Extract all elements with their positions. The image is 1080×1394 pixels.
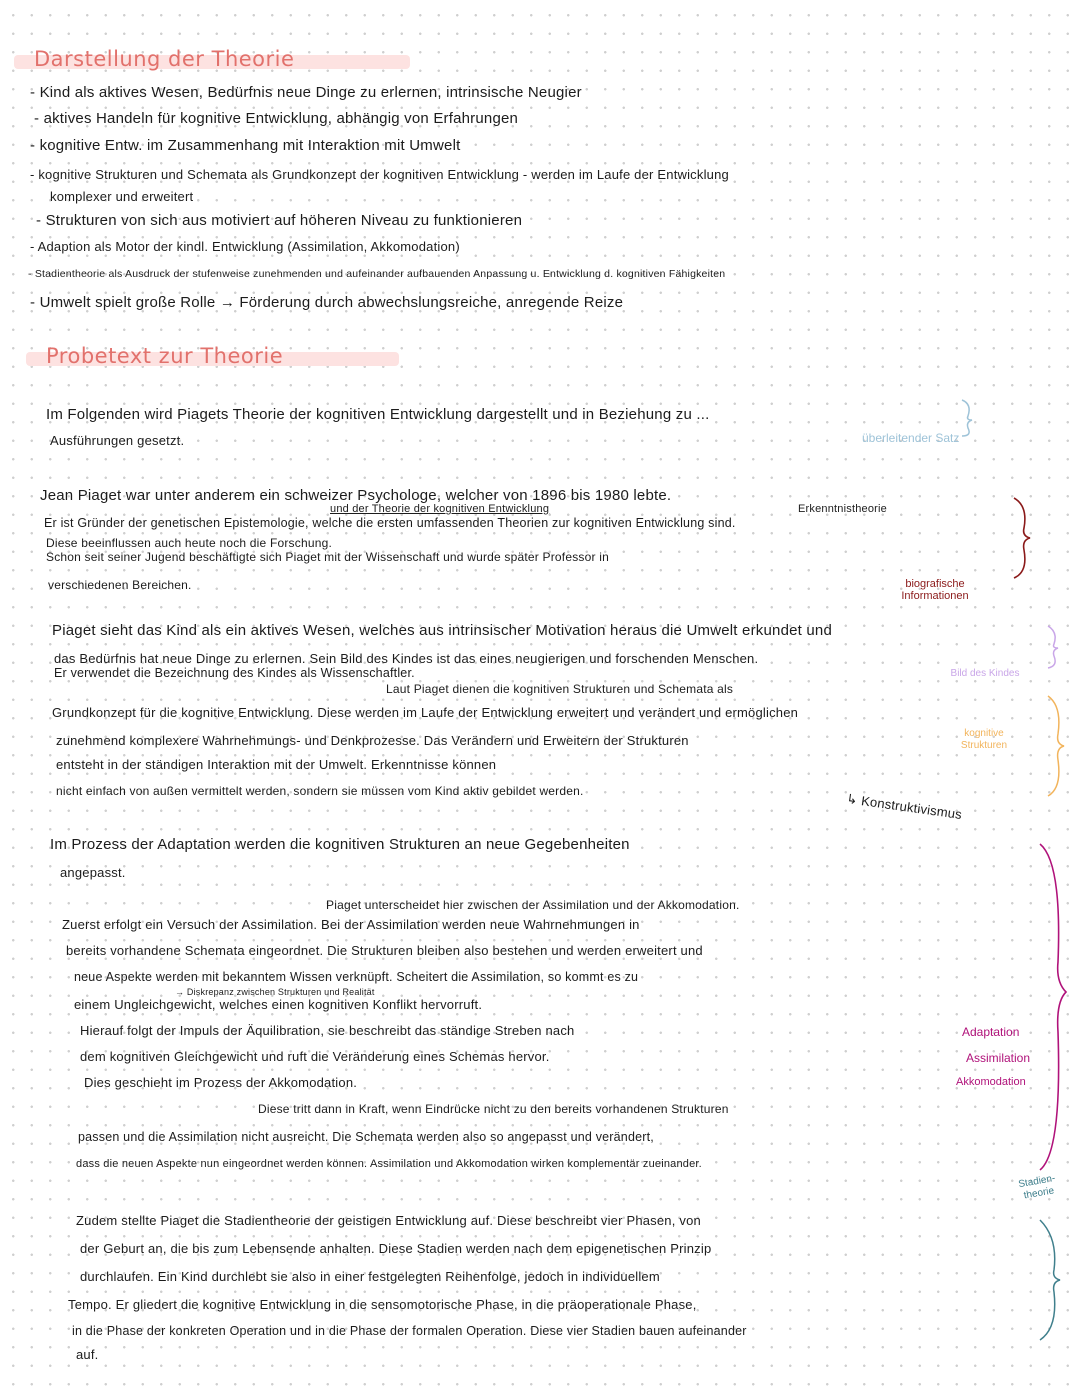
bio-line-3: Diese beeinflussen auch heute noch die Forschung. [46, 536, 332, 550]
structures-line-5: nicht einfach von außen vermittelt werden, sondern sie müssen vom Kind aktiv gebildet werden. [56, 784, 584, 798]
adaptation-line-10: Dies geschieht im Prozess der Akkomodation. [84, 1075, 358, 1090]
adaptation-line-2: angepasst. [60, 865, 126, 880]
adaptation-line-3: Piaget unterscheidet hier zwischen der Assimilation und der Akkomodation. [326, 898, 740, 912]
note-assimilation: Assimilation [966, 1051, 1031, 1065]
stages-line-3: durchlaufen. Ein Kind durchlebt sie also in einer festgelegten Reihenfolge, jedoch in individuellem [80, 1269, 660, 1284]
bracket-transition [958, 398, 978, 438]
child-line-2: das Bedürfnis hat neue Dinge zu erlernen. Sein Bild des Kindes ist das eines neugierigen und forschenden Menschen. [54, 651, 759, 666]
stages-line-1: Zudem stellte Piaget die Stadientheorie der geistigen Entwicklung auf. Diese beschreibt vier Phasen, von [76, 1213, 701, 1228]
bio-line-5: verschiedenen Bereichen. [48, 578, 192, 592]
bracket-adaptation [1036, 842, 1070, 1172]
adaptation-line-8: Hierauf folgt der Impuls der Äquilibration, sie beschreibt das ständige Streben nach [80, 1023, 575, 1038]
note-child: Bild des Kindes [950, 668, 1020, 679]
note-transition: überleitender Satz [862, 431, 960, 445]
bullet-4: - kognitive Strukturen und Schemata als Grundkonzept der kognitiven Entwicklung - werden im Laufe der Entwicklung [30, 167, 729, 182]
bullet-5: - Strukturen von sich aus motiviert auf höheren Niveau zu funktionieren [36, 212, 523, 229]
note-structures: kognitive Strukturen [960, 728, 1008, 751]
bullet-6: - Adaption als Motor der kindl. Entwicklung (Assimilation, Akkomodation) [30, 239, 460, 254]
structures-line-4: entsteht in der ständigen Interaktion mit der Umwelt. Erkenntnisse können [56, 757, 497, 772]
bullet-3: - kognitive Entw. im Zusammenhang mit Interaktion mit Umwelt [30, 137, 461, 154]
adaptation-line-12: passen und die Assimilation nicht ausreicht. Die Schemata werden also so angepasst und verändert, [78, 1130, 654, 1144]
intro-line-1: Im Folgenden wird Piagets Theorie der kognitiven Entwicklung dargestellt und in Beziehung zu ... [46, 406, 710, 423]
bullet-7: - Stadientheorie als Ausdruck der stufenweise zunehmenden und aufeinander aufbauenden Anpassung u. Entwicklung d. kognitiven Fähigkeiten [28, 268, 726, 280]
bio-line-4: Schon seit seiner Jugend beschäftigte sich Piaget mit der Wissenschaft und wurde später Professor in [46, 550, 609, 564]
stages-line-4: Tempo. Er gliedert die kognitive Entwicklung in die sensomotorische Phase, in die präoperationale Phase, [68, 1297, 697, 1312]
stages-line-5: in die Phase der konkreten Operation und in die Phase der formalen Operation. Diese vier Stadien bauen aufeinander [72, 1324, 747, 1338]
structures-line-1: Laut Piaget dienen die kognitiven Strukturen und Schemata als [386, 682, 734, 696]
bracket-child [1044, 624, 1064, 670]
stages-line-2: der Geburt an, die bis zum Lebensende anhalten. Diese Stadien werden nach dem epigenetischen Prinzip [80, 1241, 712, 1256]
child-line-1: Piaget sieht das Kind als ein aktives Wesen, welches aus intrinsischer Motivation heraus die Umwelt erkundet und [52, 622, 833, 639]
constructivism-note: ↳ Konstruktivismus [845, 790, 963, 823]
note-akkomodation: Akkomodation [956, 1076, 1026, 1088]
adaptation-line-13: dass die neuen Aspekte nun eingeordnet werden können. Assimilation und Akkomodation wirken komplementär zueinander. [76, 1158, 702, 1170]
bracket-stages [1036, 1218, 1064, 1342]
adaptation-line-1: Im Prozess der Adaptation werden die kognitiven Strukturen an neue Gegebenheiten [50, 836, 630, 853]
bullet-4-continued: komplexer und erweitert [50, 189, 194, 204]
note-bio: biografische Informationen [901, 578, 969, 602]
adaptation-line-9: dem kognitiven Gleichgewicht und ruft die Veränderung eines Schemas hervor. [80, 1049, 550, 1064]
adaptation-line-5: bereits vorhandene Schemata eingeordnet. Die Strukturen bleiben also bestehen und werden erweitert und [66, 943, 703, 958]
bracket-structures [1044, 694, 1068, 798]
intro-line-2: Ausführungen gesetzt. [50, 433, 185, 448]
bullet-8: - Umwelt spielt große Rolle → Förderung durch abwechslungsreiche, anregende Reize [30, 294, 624, 311]
section-heading-probetext: Probetext zur Theorie [40, 344, 289, 368]
bio-insert-2: Erkenntnistheorie [798, 503, 888, 515]
adaptation-line-7: einem Ungleichgewicht, welches einen kognitiven Konflikt hervorruft. [74, 997, 483, 1012]
bracket-bio [1010, 496, 1036, 580]
child-line-3: Er verwendet die Bezeichnung des Kindes als Wissenschaftler. [54, 666, 415, 680]
note-stages: Stadien-theorie [1017, 1172, 1057, 1202]
structures-line-3: zunehmend komplexere Wahrnehmungs- und Denkprozesse. Das Verändern und Erweitern der Strukturen [56, 733, 689, 748]
bio-line-2: Er ist Gründer der genetischen Epistemologie, welche die ersten umfassenden Theorien zur kognitiven Entwicklung sind. [44, 516, 736, 530]
adaptation-line-4: Zuerst erfolgt ein Versuch der Assimilation. Bei der Assimilation werden neue Wahrnehmungen in [62, 917, 640, 932]
bio-line-1: Jean Piaget war unter anderem ein schweizer Psychologe, welcher von 1896 bis 1980 lebte. [40, 487, 672, 504]
bullet-1: - Kind als aktives Wesen, Bedürfnis neue Dinge zu erlernen, intrinsische Neugier [30, 84, 582, 101]
bullet-2: - aktives Handeln für kognitive Entwicklung, abhängig von Erfahrungen [34, 110, 519, 127]
note-adaptation: Adaptation [962, 1025, 1020, 1039]
structures-line-2: Grundkonzept für die kognitive Entwicklung. Diese werden im Laufe der Entwicklung erweitert und verändert und ermöglichen [52, 705, 799, 720]
bio-insert: und der Theorie der kognitiven Entwicklung [330, 503, 550, 515]
adaptation-line-11: Diese tritt dann in Kraft, wenn Eindrücke nicht zu den bereits vorhandenen Strukturen [258, 1102, 729, 1116]
adaptation-line-6: neue Aspekte werden mit bekanntem Wissen verknüpft. Scheitert die Assimilation, so kommt es zu [74, 970, 639, 984]
adaptation-insert: → Diskrepanz zwischen Strukturen und Realität [175, 987, 375, 997]
section-heading-darstellung: Darstellung der Theorie [28, 47, 300, 71]
stages-line-6: auf. [76, 1347, 99, 1362]
